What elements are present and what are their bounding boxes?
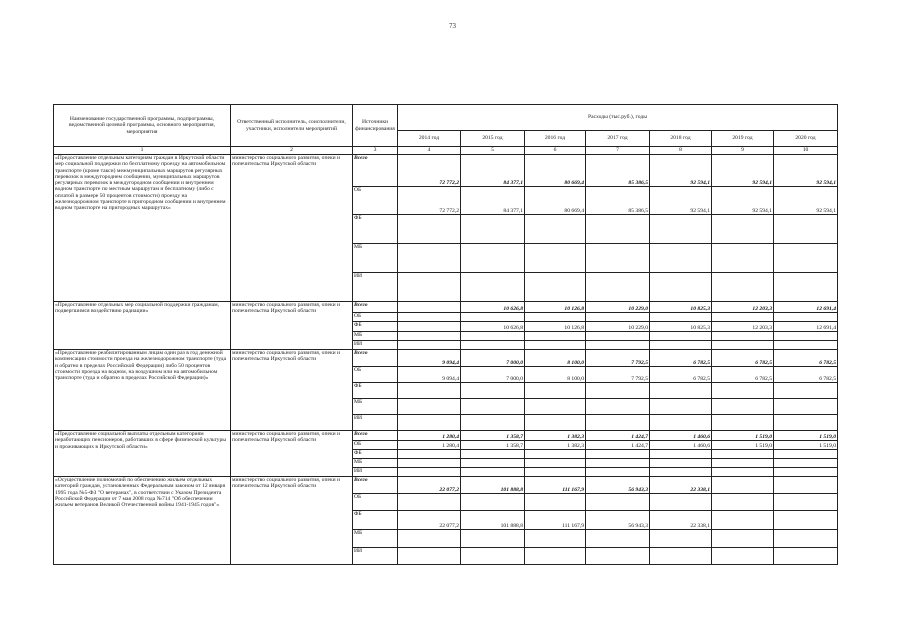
expense-value [712,383,774,399]
expense-value [650,415,712,431]
page-number: 73 [449,22,456,30]
expense-value [774,494,838,511]
expense-value [712,477,774,494]
header-year: 2018 год [650,131,712,147]
expense-value [712,415,774,431]
expense-value [525,332,586,341]
expense-value [586,399,650,415]
expense-value: 92 594,1 [712,187,774,215]
funding-source: ИИ [353,341,398,350]
expense-value [712,313,774,322]
expense-value [525,399,586,415]
measure-executor: министерство социального развития, опеки и попечительства Иркутской области [231,350,353,431]
expense-value: 22 338,1 [650,511,712,530]
expense-value [650,494,712,511]
header-name: Наименование государственной программы, подпрограммы, ведомственной целевой программы, основного мероприятия, мероприятия [54,105,231,147]
expense-value [525,273,586,302]
expense-value [461,548,525,565]
expense-value [650,548,712,565]
expense-value: 12 691,4 [774,322,838,332]
expense-value [650,459,712,468]
expense-value: 1 519,0 [774,431,838,441]
table-row [54,302,838,313]
expense-value [650,450,712,459]
funding-source: ОБ [353,441,398,450]
table-row [54,155,838,187]
expense-value: 6 782,5 [650,350,712,367]
measure-name: «Осуществление полномочий по обеспечению жильем отдельных категорий граждан, установленных Федеральным законом от 12 января 1995 года №5-ФЗ "О ветеранах", в соответствии с Указом Президента Российской Федерации от 7 мая 2008 года №714 "Об обеспечении жильем ветеранов Великой Отечественной войны 1941-1945 годов"» [54,477,231,565]
expense-value: 72 772,2 [398,155,461,187]
expense-value: 80 669,4 [525,155,586,187]
expense-value [712,530,774,548]
expense-value: 92 594,1 [650,155,712,187]
expense-value [650,530,712,548]
expense-value [398,332,461,341]
expense-value [586,215,650,244]
expense-value [525,468,586,477]
expense-value [712,468,774,477]
expense-value [461,450,525,459]
expense-value [712,494,774,511]
expense-value [461,494,525,511]
expense-value: 1 460,6 [650,441,712,450]
expense-value [774,530,838,548]
expense-value [774,273,838,302]
funding-source: ИИ [353,273,398,302]
expense-value [398,548,461,565]
column-number: 6 [525,147,586,155]
expense-value [398,215,461,244]
expense-value [398,530,461,548]
expense-value [525,494,586,511]
funding-source: МБ [353,244,398,273]
expense-value: 6 782,5 [712,350,774,367]
column-number: 4 [398,147,461,155]
expense-value: 1 519,0 [712,441,774,450]
expense-value: 56 943,3 [586,511,650,530]
expense-value: 7 000,0 [461,350,525,367]
expense-value [712,244,774,273]
header-year: 2015 год [461,131,525,147]
expense-value: 1 424,7 [586,431,650,441]
expense-value [525,244,586,273]
column-number: 10 [774,147,838,155]
expense-value [461,530,525,548]
expense-value: 84 377,1 [461,155,525,187]
column-number: 8 [650,147,712,155]
header-year: 2019 год [712,131,774,147]
expense-value: 10 626,8 [461,322,525,332]
funding-source: ОБ [353,367,398,383]
expense-value [398,244,461,273]
expense-value [398,313,461,322]
expense-value [586,383,650,399]
header-executor: Ответственный исполнитель, соисполнители, участники, исполнители мероприятий [231,105,353,147]
funding-source: Всего [353,477,398,494]
column-number: 5 [461,147,525,155]
expense-value: 92 594,1 [650,187,712,215]
header-year: 2016 год [525,131,586,147]
funding-source: ФБ [353,450,398,459]
expense-value [398,459,461,468]
expense-value [774,459,838,468]
expense-value [461,332,525,341]
expense-value [650,332,712,341]
expense-value: 56 943,3 [586,477,650,494]
expense-value [650,468,712,477]
expense-value: 10 126,8 [525,322,586,332]
measure-executor: министерство социального развития, опеки и попечительства Иркутской области [231,477,353,565]
funding-source: ОБ [353,313,398,322]
expense-value [525,341,586,350]
header-expenses: Расходы (тыс.руб.), годы [398,105,838,131]
expense-value: 1 280,4 [398,441,461,450]
expense-value: 1 358,7 [461,431,525,441]
expense-value [774,468,838,477]
expense-value [774,341,838,350]
expense-value [586,332,650,341]
funding-source: МБ [353,530,398,548]
expense-value [586,459,650,468]
expense-value [712,450,774,459]
expense-value [398,273,461,302]
column-number: 7 [586,147,650,155]
expense-value [586,313,650,322]
expense-value [398,341,461,350]
funding-source: ИИ [353,468,398,477]
expense-value: 92 594,1 [712,155,774,187]
expense-value: 10 229,0 [586,322,650,332]
expense-value [461,215,525,244]
expense-value [398,322,461,332]
funding-source: ОБ [353,187,398,215]
measure-name: «Предоставление социальной выплаты отдельным категориям неработающих пенсионеров, работавших в сфере физической культуры и проживающих в Иркутской области» [54,431,231,477]
expense-value: 12 203,3 [712,302,774,313]
expense-value [774,332,838,341]
expense-value: 22 338,1 [650,477,712,494]
expenditure-table [53,104,838,565]
expense-value: 85 386,5 [586,187,650,215]
expense-value [586,341,650,350]
expense-value: 101 888,8 [461,477,525,494]
expense-value [525,459,586,468]
expense-value: 1 519,0 [774,441,838,450]
expense-value [650,399,712,415]
expense-value: 6 782,5 [774,367,838,383]
expense-value [712,273,774,302]
funding-source: Всего [353,155,398,187]
expense-value [398,494,461,511]
table-row [54,350,838,367]
funding-source: ФБ [353,383,398,399]
funding-source: Всего [353,431,398,441]
expense-value: 92 594,1 [774,187,838,215]
expense-value: 1 382,3 [525,431,586,441]
funding-source: ФБ [353,215,398,244]
funding-source: МБ [353,459,398,468]
expense-value [586,415,650,431]
expense-value: 6 782,5 [712,367,774,383]
expense-value [398,468,461,477]
expense-value [461,468,525,477]
expense-value [461,459,525,468]
funding-source: ИИ [353,415,398,431]
expense-value [525,415,586,431]
expense-value: 12 691,4 [774,302,838,313]
expense-value: 85 386,5 [586,155,650,187]
expense-value: 9 094,4 [398,367,461,383]
expense-value [525,383,586,399]
expense-value [398,415,461,431]
expense-value: 1 519,0 [712,431,774,441]
column-number: 9 [712,147,774,155]
expense-value [398,450,461,459]
expense-value [712,215,774,244]
header-year: 2017 год [586,131,650,147]
expense-value [461,383,525,399]
table-row [54,477,838,494]
expense-value: 7 000,0 [461,367,525,383]
expense-value [586,273,650,302]
column-number: 3 [353,147,398,155]
expense-value [650,313,712,322]
expense-value [774,383,838,399]
expense-value [712,511,774,530]
expense-value: 7 792,5 [586,367,650,383]
expense-value: 9 094,4 [398,350,461,367]
expense-value: 12 203,3 [712,322,774,332]
expense-value [461,313,525,322]
expense-value: 10 626,8 [461,302,525,313]
column-number: 2 [231,147,353,155]
expense-value [461,244,525,273]
expense-value [712,332,774,341]
expense-value: 10 126,8 [525,302,586,313]
funding-source: ФБ [353,322,398,332]
expense-value [586,494,650,511]
expense-value [586,450,650,459]
expense-value [525,548,586,565]
measure-name: «Предоставление отдельных мер социальной поддержки гражданам, подвергшимся воздействию радиации» [54,302,231,350]
expense-value [398,302,461,313]
expense-value [586,530,650,548]
expense-value [774,477,838,494]
expense-value: 22 077,2 [398,511,461,530]
header-year: 2020 год [774,131,838,147]
header-year: 2014 год [398,131,461,147]
expense-value: 8 100,0 [525,367,586,383]
funding-source: МБ [353,332,398,341]
expense-value [774,399,838,415]
measure-executor: министерство социального развития, опеки и попечительства Иркутской области [231,302,353,350]
funding-source: ОБ [353,494,398,511]
expense-value [525,215,586,244]
expense-value [586,244,650,273]
expense-value [586,468,650,477]
funding-source: МБ [353,399,398,415]
expense-value: 1 382,3 [525,441,586,450]
expense-value: 8 100,0 [525,350,586,367]
expense-value [650,244,712,273]
expense-value [525,313,586,322]
expense-value [712,548,774,565]
expense-value: 111 167,9 [525,477,586,494]
expense-value [461,399,525,415]
expense-value [774,415,838,431]
expense-value: 80 669,4 [525,187,586,215]
expense-value [398,383,461,399]
expense-value: 1 358,7 [461,441,525,450]
expense-value: 84 377,1 [461,187,525,215]
expense-value [525,450,586,459]
expense-value [650,215,712,244]
column-number: 1 [54,147,231,155]
expense-value: 111 167,9 [525,511,586,530]
table-row [54,431,838,441]
expense-value [650,383,712,399]
expense-value: 10 229,0 [586,302,650,313]
funding-source: Всего [353,350,398,367]
measure-name: «Предоставление реабилитированным лицам один раз в год денежной компенсации стоимости проезда на железнодорожном транспорте (туда и обратно в пределах Российской Федерации) либо 50 процентов стоимости проезда на водном, на воздушном или на автомобильном транспорте (туда и обратно в пределах Российской Федерации)» [54,350,231,431]
measure-name: «Предоставление отдельным категориям граждан в Иркутской области мер социальной поддержки по бесплатному проезду на автомобильном транспорте (кроме такси) межмуниципальных маршрутов регулярных перевозок в междугороднем сообщении, муниципальных маршрутов регулярных перевозок в междугородном сообщении и внутреннем водном транспорте по местным маршрутам и бесплатному (либо с оплатой в размере 50 процентов стоимости) проезду на железнодорожном транспорте в пригородном сообщении и внутреннем водном транспорте на пригородных маршрутах» [54,155,231,302]
expense-value [461,273,525,302]
expense-value [650,341,712,350]
funding-source: ФБ [353,511,398,530]
expense-value: 1 460,6 [650,431,712,441]
expense-value [525,530,586,548]
expense-value: 7 792,5 [586,350,650,367]
expense-value [712,399,774,415]
expense-value [461,341,525,350]
expense-value: 10 825,3 [650,322,712,332]
funding-source: ИИ [353,548,398,565]
expense-value [712,341,774,350]
measure-executor: министерство социального развития, опеки и попечительства Иркутской области [231,155,353,302]
funding-source: Всего [353,302,398,313]
expense-value: 101 888,8 [461,511,525,530]
expense-value [774,244,838,273]
expense-value [712,459,774,468]
expense-value: 6 782,5 [650,367,712,383]
expense-value [461,415,525,431]
expense-value: 6 782,5 [774,350,838,367]
expense-value [774,215,838,244]
expense-value [774,450,838,459]
expense-value [398,399,461,415]
expense-value: 92 594,1 [774,155,838,187]
measure-executor: министерство социального развития, опеки и попечительства Иркутской области [231,431,353,477]
expense-value [774,548,838,565]
expense-value: 1 280,4 [398,431,461,441]
expense-value: 22 077,2 [398,477,461,494]
expense-value: 10 825,3 [650,302,712,313]
expense-value [586,548,650,565]
expense-value: 1 424,7 [586,441,650,450]
header-source: Источники финансирования [353,105,398,147]
expense-value [774,313,838,322]
expense-value: 72 772,2 [398,187,461,215]
expense-value [774,511,838,530]
expense-value [650,273,712,302]
